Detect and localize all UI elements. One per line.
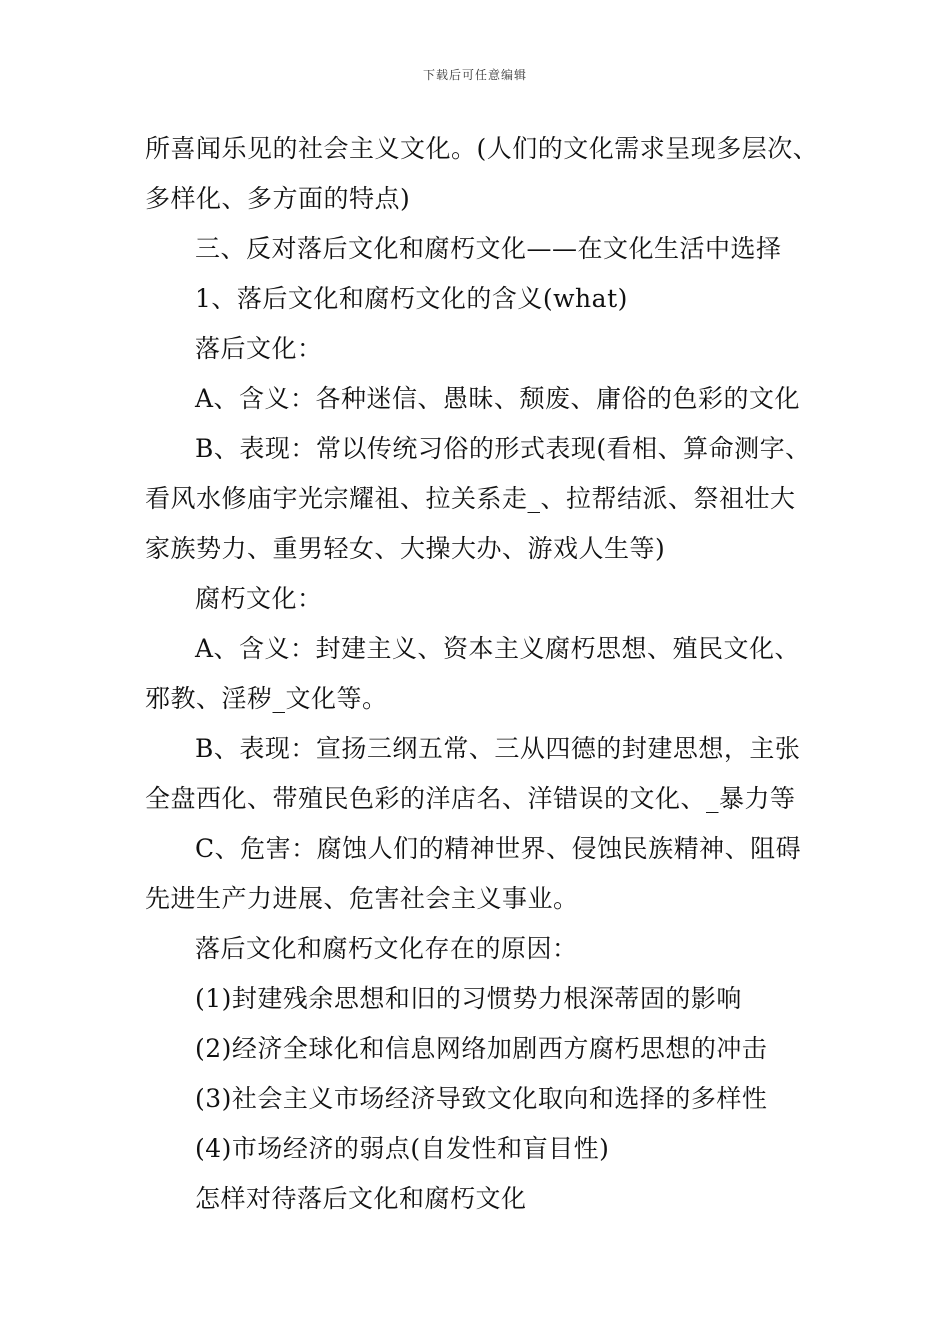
text-line: 邪教、淫秽_文化等。 <box>145 684 388 713</box>
document-body <box>145 124 835 1224</box>
text-line: 家族势力、重男轻女、大操大办、游戏人生等) <box>145 534 666 563</box>
text-line: 所喜闻乐见的社会主义文化。(人们的文化需求呈现多层次、 <box>145 134 819 163</box>
text-line: 腐朽文化： <box>195 584 323 613</box>
text-line: C、危害：腐蚀人们的精神世界、侵蚀民族精神、阻碍 <box>195 834 802 863</box>
text-line: 三、反对落后文化和腐朽文化——在文化生活中选择 <box>195 234 782 263</box>
text-line: 落后文化和腐朽文化存在的原因： <box>195 934 578 963</box>
text-line: 先进生产力进展、危害社会主义事业。 <box>145 884 579 913</box>
text-line: (2)经济全球化和信息网络加剧西方腐朽思想的冲击 <box>195 1034 768 1063</box>
text-line: 怎样对待落后文化和腐朽文化 <box>195 1184 527 1213</box>
page-header: 下载后可任意编辑 <box>422 68 527 82</box>
text-line: 看风水修庙宇光宗耀祖、拉关系走_、拉帮结派、祭祖壮大 <box>145 484 796 513</box>
text-line: (4)市场经济的弱点(自发性和盲目性) <box>195 1134 610 1163</box>
text-line: 1、落后文化和腐朽文化的含义(what) <box>195 284 628 313</box>
text-line: A、含义：封建主义、资本主义腐朽思想、殖民文化、 <box>195 634 801 663</box>
text-line: 多样化、多方面的特点) <box>145 184 411 213</box>
text-line: B、表现：宣扬三纲五常、三从四德的封建思想，主张 <box>195 734 801 763</box>
text-line: (1)封建残余思想和旧的习惯势力根深蒂固的影响 <box>195 984 742 1013</box>
text-line: (3)社会主义市场经济导致文化取向和选择的多样性 <box>195 1084 768 1113</box>
text-line: 落后文化： <box>195 334 323 363</box>
text-line: A、含义：各种迷信、愚昧、颓废、庸俗的色彩的文化 <box>195 384 801 413</box>
text-line: 全盘西化、带殖民色彩的洋店名、洋错误的文化、_暴力等 <box>145 784 796 813</box>
text-line: B、表现：常以传统习俗的形式表现(看相、算命测字、 <box>195 434 811 463</box>
